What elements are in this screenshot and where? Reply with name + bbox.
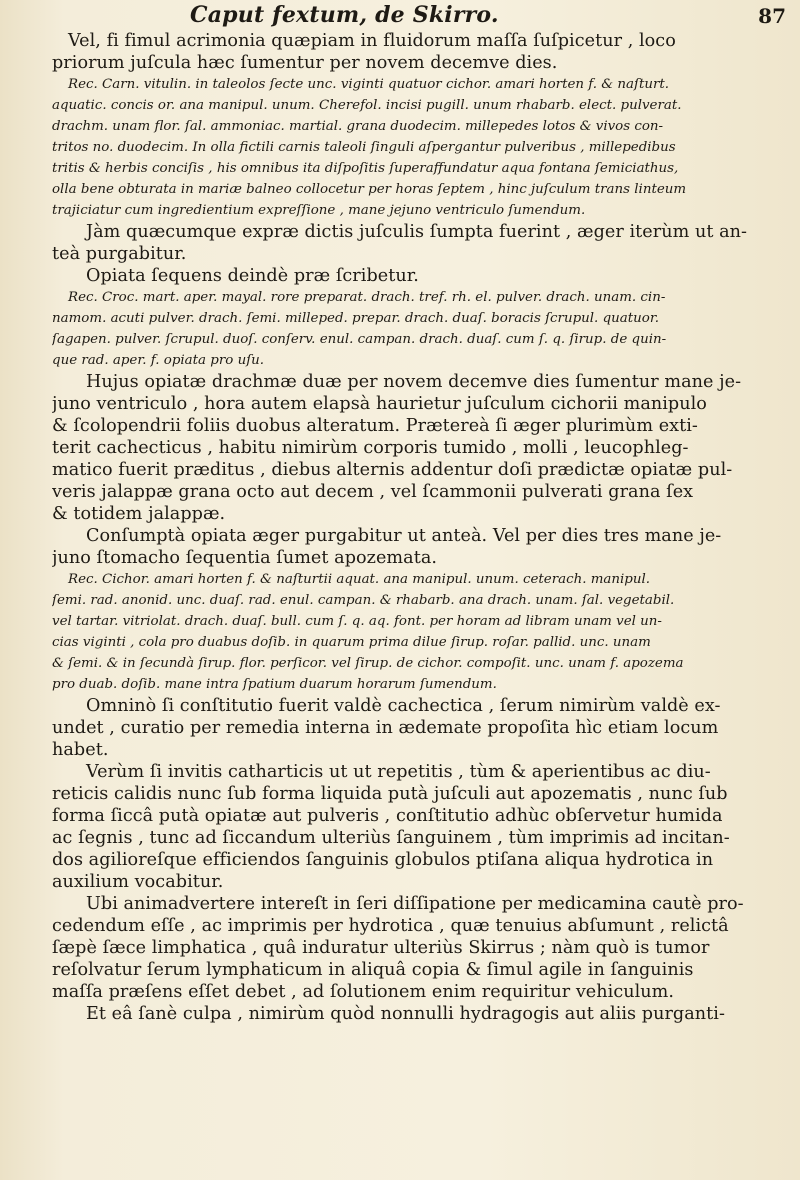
text-line: Opiata ſequens deindè præ ſcribetur. [86, 266, 419, 286]
text-line: juno ſtomacho ſequentia ſumet apozemata. [52, 548, 438, 568]
prescription-line: drachm. unam flor. ſal. ammoniac. martial. grana duodecim. millepedes lotos & vivos con- [52, 119, 664, 134]
prescription-line: pro duab. doſib. mane intra ſpatium duarum horarum ſumendum. [52, 677, 497, 692]
prescription-line: Rec. Carn. vitulin. in taleolos ſecte unc. viginti quatuor cichor. amari horten f. & naſturt. [68, 77, 670, 92]
page-number: 87 [758, 4, 786, 28]
text-line: forma ſiccâ putà opiatæ aut pulveris , conſtitutio adhùc obſervetur humida [52, 806, 723, 826]
prescription-line: trajiciatur cum ingredientium expreſſione , mane jejuno ventriculo ſumendum. [52, 203, 586, 218]
prescription-line: aquatic. concis or. ana manipul. unum. Cherefol. incisi pugill. unum rhabarb. elect. pulverat. [52, 98, 682, 113]
text-line: reſolvatur ſerum lymphaticum in aliquâ copia & ſimul agile in ſanguinis [52, 960, 694, 980]
text-line: ac ſegnis , tunc ad ſiccandum ulteriùs ſanguinem , tùm imprimis ad incitan- [52, 828, 730, 848]
prescription-line: ſemi. rad. anonid. unc. duaſ. rad. enul. campan. & rhabarb. ana drach. unam. ſal. vegetabil. [52, 593, 675, 608]
text-line: auxilium vocabitur. [52, 872, 224, 892]
prescription-line: tritos no. duodecim. In olla fictili carnis taleoli ſinguli aſpergantur pulveribus , millepedibus [52, 140, 676, 155]
text-line: reticis calidis nunc ſub forma liquida putà juſculi aut apozematis , nunc ſub [52, 784, 728, 804]
text-line: dos agilioreſque efficiendos ſanguinis globulos ptiſana aliqua hydrotica in [52, 850, 714, 870]
prescription-line: cias viginti , cola pro duabus doſib. in quarum prima dilue ſirup. roſar. pallid. unc. unam [52, 635, 651, 650]
text-line: undet , curatio per remedia interna in ædemate propoſita hìc etiam locum [52, 718, 719, 738]
text-line: Ubi animadvertere intereſt in ſeri diſſipatione per medicamina cautè pro- [86, 894, 744, 914]
prescription-line: ſagapen. pulver. ſcrupul. duoſ. conſerv. enul. campan. drach. duaſ. cum ſ. q. ſirup. de quin- [52, 332, 667, 347]
page-header [60, 2, 786, 32]
prescription-line: que rad. aper. f. opiata pro uſu. [52, 353, 265, 368]
text-line: Verùm ſi invitis catharticis ut ut repetitis , tùm & aperientibus ac diu- [86, 762, 711, 782]
text-line: & totidem jalappæ. [52, 504, 226, 524]
text-line: Vel, fi fimul acrimonia quæpiam in fluidorum maſſa ſuſpicetur , loco [68, 31, 676, 51]
prescription-line: & ſemi. & in ſecundà ſirup. flor. perſicor. vel ſirup. de cichor. compoſit. unc. unam f. apozema [52, 656, 684, 671]
prescription-line: Rec. Cichor. amari horten f. & naſturtii aquat. ana manipul. unum. ceterach. manipul. [68, 572, 651, 587]
running-head: Caput fextum, de Skirro. [190, 2, 499, 28]
text-line: veris jalappæ grana octo aut decem , vel ſcammonii pulverati grana ſex [52, 482, 694, 502]
prescription-line: olla bene obturata in mariæ balneo collocetur per horas ſeptem , hinc juſculum trans linteum [52, 182, 687, 197]
text-line: priorum juſcula hæc ſumentur per novem decemve dies. [52, 53, 558, 73]
text-line: Omninò ſi conſtitutio fuerit valdè cachectica , ſerum nimirùm valdè ex- [86, 696, 721, 716]
text-line: maſſa præſens eſſet debet , ad ſolutionem enim requiritur vehiculum. [52, 982, 675, 1002]
text-line: Hujus opiatæ drachmæ duæ per novem decemve dies ſumentur mane je- [86, 372, 742, 392]
text-line: & ſcolopendrii foliis duobus alteratum. Prætereà ſi æger plurimùm exti- [52, 416, 698, 436]
page-text [52, 30, 784, 1025]
text-line: ſæpè ſæce limphatica , quâ induratur ulteriùs Skirrus ; nàm quò is tumor [52, 938, 710, 958]
text-line: terit cachecticus , habitu nimirùm corporis tumido , molli , leucophleg- [52, 438, 689, 458]
text-line: juno ventriculo , hora autem elapsà haurietur juſculum cichorii manipulo [52, 394, 707, 414]
prescription-line: namom. acuti pulver. drach. ſemi. milleped. prepar. drach. duaſ. boracis ſcrupul. quatuor. [52, 311, 660, 326]
prescription-line: tritis & herbis conciſis , his omnibus ita diſpoſitis ſuperaffundatur aqua fontana ſemiciathus, [52, 161, 679, 176]
prescription-line: Rec. Croc. mart. aper. mayal. rore preparat. drach. tref. rh. el. pulver. drach. unam. cin- [68, 290, 666, 305]
text-line: Et eâ ſanè culpa , nimirùm quòd nonnulli hydragogis aut aliis purganti- [86, 1004, 725, 1024]
text-line: matico fuerit præditus , diebus alternis addentur doſi prædictæ opiatæ pul- [52, 460, 733, 480]
text-line: Conſumptà opiata æger purgabitur ut anteà. Vel per dies tres mane je- [86, 526, 722, 546]
text-line: teà purgabitur. [52, 244, 187, 264]
text-line: habet. [52, 740, 109, 760]
prescription-line: vel tartar. vitriolat. drach. duaſ. bull. cum ſ. q. aq. font. per horam ad libram unam vel un- [52, 614, 662, 629]
text-line: cedendum eſſe , ac imprimis per hydrotica , quæ tenuius abſumunt , relictâ [52, 916, 729, 936]
text-line: Jàm quæcumque expræ dictis juſculis ſumpta fuerint , æger iterùm ut an- [86, 222, 748, 242]
